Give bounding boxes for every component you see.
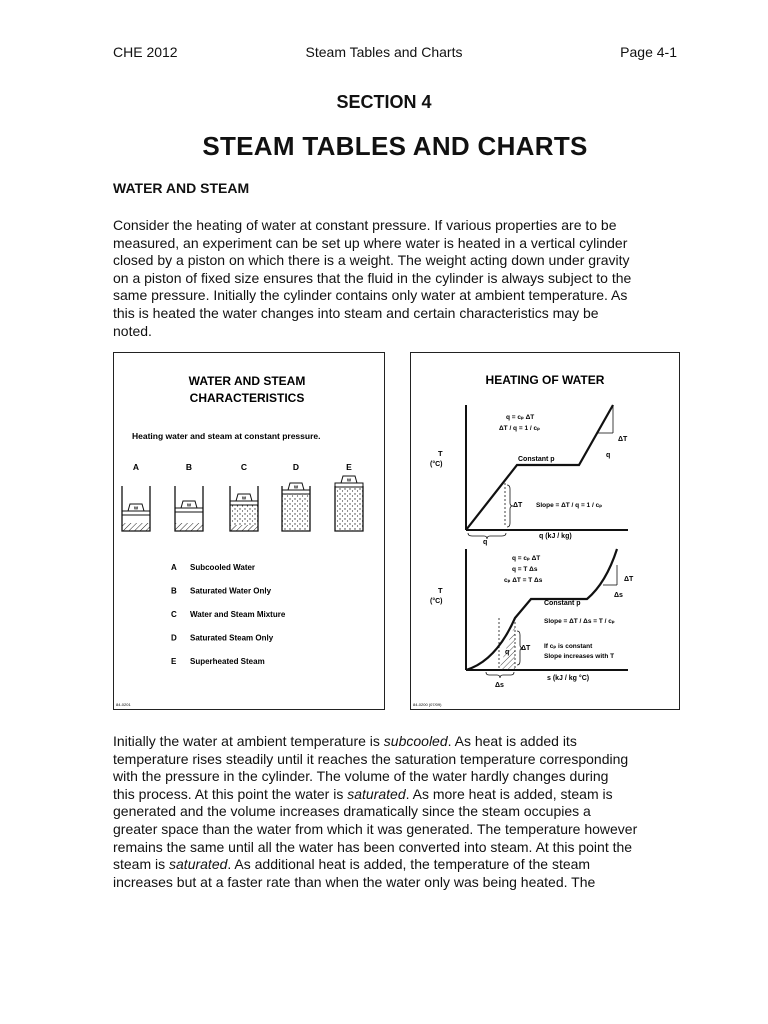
intro-paragraph-line: measured, an experiment can be set up where water is heated in a vertical cylinder xyxy=(113,234,628,251)
legend-key-e: E xyxy=(171,657,177,666)
bottom-graph-equation-2: q = T Δs xyxy=(512,566,538,573)
header-document-title: Steam Tables and Charts xyxy=(305,44,463,60)
intro-paragraph-line: same pressure. Initially the cylinder contains only water at ambient temperature. As xyxy=(113,287,628,304)
piston-cylinder-e xyxy=(335,476,363,531)
emphasis-term: saturated xyxy=(169,856,228,873)
intro-paragraph-line: noted. xyxy=(113,322,152,339)
legend-key-b: B xyxy=(171,586,177,596)
bottom-graph-note-1: If cₚ is constant xyxy=(544,643,593,650)
legend-text-a: Subcooled Water xyxy=(190,563,256,572)
subheading: WATER AND STEAM xyxy=(113,180,250,196)
header-course-code: CHE 2012 xyxy=(113,44,178,60)
top-graph-heating-curve xyxy=(466,405,613,530)
intro-paragraph-line: Consider the heating of water at constant pressure. If various properties are to be xyxy=(113,217,617,233)
top-graph-constant-p: Constant p xyxy=(518,456,555,463)
top-graph-x-label: q (kJ / kg) xyxy=(539,533,572,540)
svg-text:W: W xyxy=(133,505,139,511)
paragraph-line: greater space than the water from which it was generated. The temperature however xyxy=(113,820,638,837)
svg-text:W: W xyxy=(241,495,247,501)
cylinder-letter-d: D xyxy=(292,462,300,472)
bottom-graph-constant-p: Constant p xyxy=(544,600,581,607)
bottom-graph-triangle-delta-t: ΔT xyxy=(624,576,634,583)
cylinder-letter-e: E xyxy=(346,462,352,472)
emphasis-term: subcooled xyxy=(383,733,448,749)
right-figure-title: HEATING OF WATER xyxy=(485,373,605,387)
bottom-graph-equation-1: q = cₚ ΔT xyxy=(512,555,541,562)
bottom-graph-delta-s-label: Δs xyxy=(495,682,504,689)
temperature-heat-graph xyxy=(430,405,628,546)
emphasis-term: saturated xyxy=(347,785,406,802)
paragraph-line: remains the same until all the water has been converted into steam. At this point the xyxy=(113,838,633,855)
legend-text-c: Water and Steam Mixture xyxy=(190,610,286,619)
water-steam-characteristics-figure xyxy=(113,352,385,710)
bottom-graph-heating-curve xyxy=(466,549,617,670)
legend-text-b: Saturated Water Only xyxy=(190,586,272,596)
bottom-graph-note-2: Slope increases with T xyxy=(544,653,615,660)
bottom-graph-delta-t-label: ΔT xyxy=(521,645,531,652)
paragraph-line: Initially the water at ambient temperature is subcooled. As heat is added its xyxy=(113,733,577,749)
right-figure-code: 84-0200 (07/09) xyxy=(413,702,442,707)
cylinder-letter-b: B xyxy=(185,462,193,472)
intro-paragraph-line: on a piston of fixed size ensures that the fluid in the cylinder is always subject to the xyxy=(113,269,632,286)
left-figure-code: 84-0201 xyxy=(116,702,131,707)
bottom-graph-triangle-delta-s: Δs xyxy=(614,592,623,599)
cylinder-letter-c: C xyxy=(240,462,248,472)
left-figure-caption: Heating water and steam at constant pressure. xyxy=(132,431,321,441)
paragraph-line: temperature rises steadily until it reaches the saturation temperature corresponding xyxy=(113,750,629,767)
legend-key-d: D xyxy=(171,633,177,643)
left-figure-title-line1: WATER AND STEAM xyxy=(188,374,306,388)
top-graph-q-brace-label: q xyxy=(483,539,488,546)
header-page-number: Page 4-1 xyxy=(620,44,677,60)
intro-paragraph-line: closed by a piston on which there is a weight. The weight acting down under gravity xyxy=(113,252,630,269)
top-graph-equation-1: q = cₚ ΔT xyxy=(506,414,535,421)
top-graph-triangle-delta-t: ΔT xyxy=(618,436,628,443)
top-graph-triangle-q: q xyxy=(606,452,611,459)
top-graph-equation-2: ΔT / q = 1 / cₚ xyxy=(499,425,540,432)
paragraph-line: steam is saturated. As additional heat is added, the temperature of the steam xyxy=(113,856,591,873)
cylinder-letter-a: A xyxy=(132,462,140,472)
legend-text-d: Saturated Steam Only xyxy=(190,633,274,643)
intro-paragraph-line: this is heated the water changes into steam and certain characteristics may be xyxy=(113,304,599,321)
paragraph-line: this process. At this point the water is saturated. As more heat is added, steam is xyxy=(113,785,613,802)
svg-text:W: W xyxy=(293,484,299,490)
piston-cylinder-b xyxy=(175,486,203,531)
bottom-graph-x-label: s (kJ / kg °C) xyxy=(547,675,590,682)
bottom-graph-area-q: q xyxy=(505,649,510,656)
piston-cylinder-a xyxy=(122,486,150,531)
top-graph-y-unit: (°C) xyxy=(430,461,443,468)
top-graph-delta-t-label: ΔT xyxy=(513,502,523,509)
svg-text:W: W xyxy=(346,477,352,483)
legend-text-e: Superheated Steam xyxy=(190,657,265,666)
legend-key-c: C xyxy=(171,610,177,619)
intro-paragraph xyxy=(113,217,679,340)
left-figure-title-line2: CHARACTERISTICS xyxy=(189,391,305,405)
page-title: STEAM TABLES AND CHARTS xyxy=(202,131,588,161)
svg-text:W: W xyxy=(186,502,192,508)
legend-key-a: A xyxy=(171,563,177,572)
top-graph-slope-text: Slope = ΔT / q = 1 / cₚ xyxy=(536,502,602,509)
bottom-graph-equation-3: cₚ ΔT = T Δs xyxy=(504,577,543,584)
paragraph-line: generated and the volume increases dramatically since the steam occupies a xyxy=(113,803,591,820)
bottom-graph-y-unit: (°C) xyxy=(430,598,443,605)
subcooled-saturated-paragraph xyxy=(113,733,679,891)
top-graph-y-label: T xyxy=(438,449,443,458)
piston-cylinder-c xyxy=(230,486,258,531)
temperature-entropy-graph xyxy=(430,549,634,689)
bottom-graph-y-label: T xyxy=(438,586,443,595)
bottom-graph-slope-text: Slope = ΔT / Δs = T / cₚ xyxy=(544,618,615,625)
piston-cylinder-d xyxy=(282,483,310,531)
paragraph-line: increases but at a faster rate than when the water only was being heated. The xyxy=(113,873,596,890)
heating-of-water-figure xyxy=(410,352,680,710)
paragraph-line: with the pressure in the cylinder. The volume of the water hardly changes during xyxy=(113,768,609,785)
bottom-graph-delta-s-brace xyxy=(486,672,514,678)
section-label: SECTION 4 xyxy=(336,92,432,112)
